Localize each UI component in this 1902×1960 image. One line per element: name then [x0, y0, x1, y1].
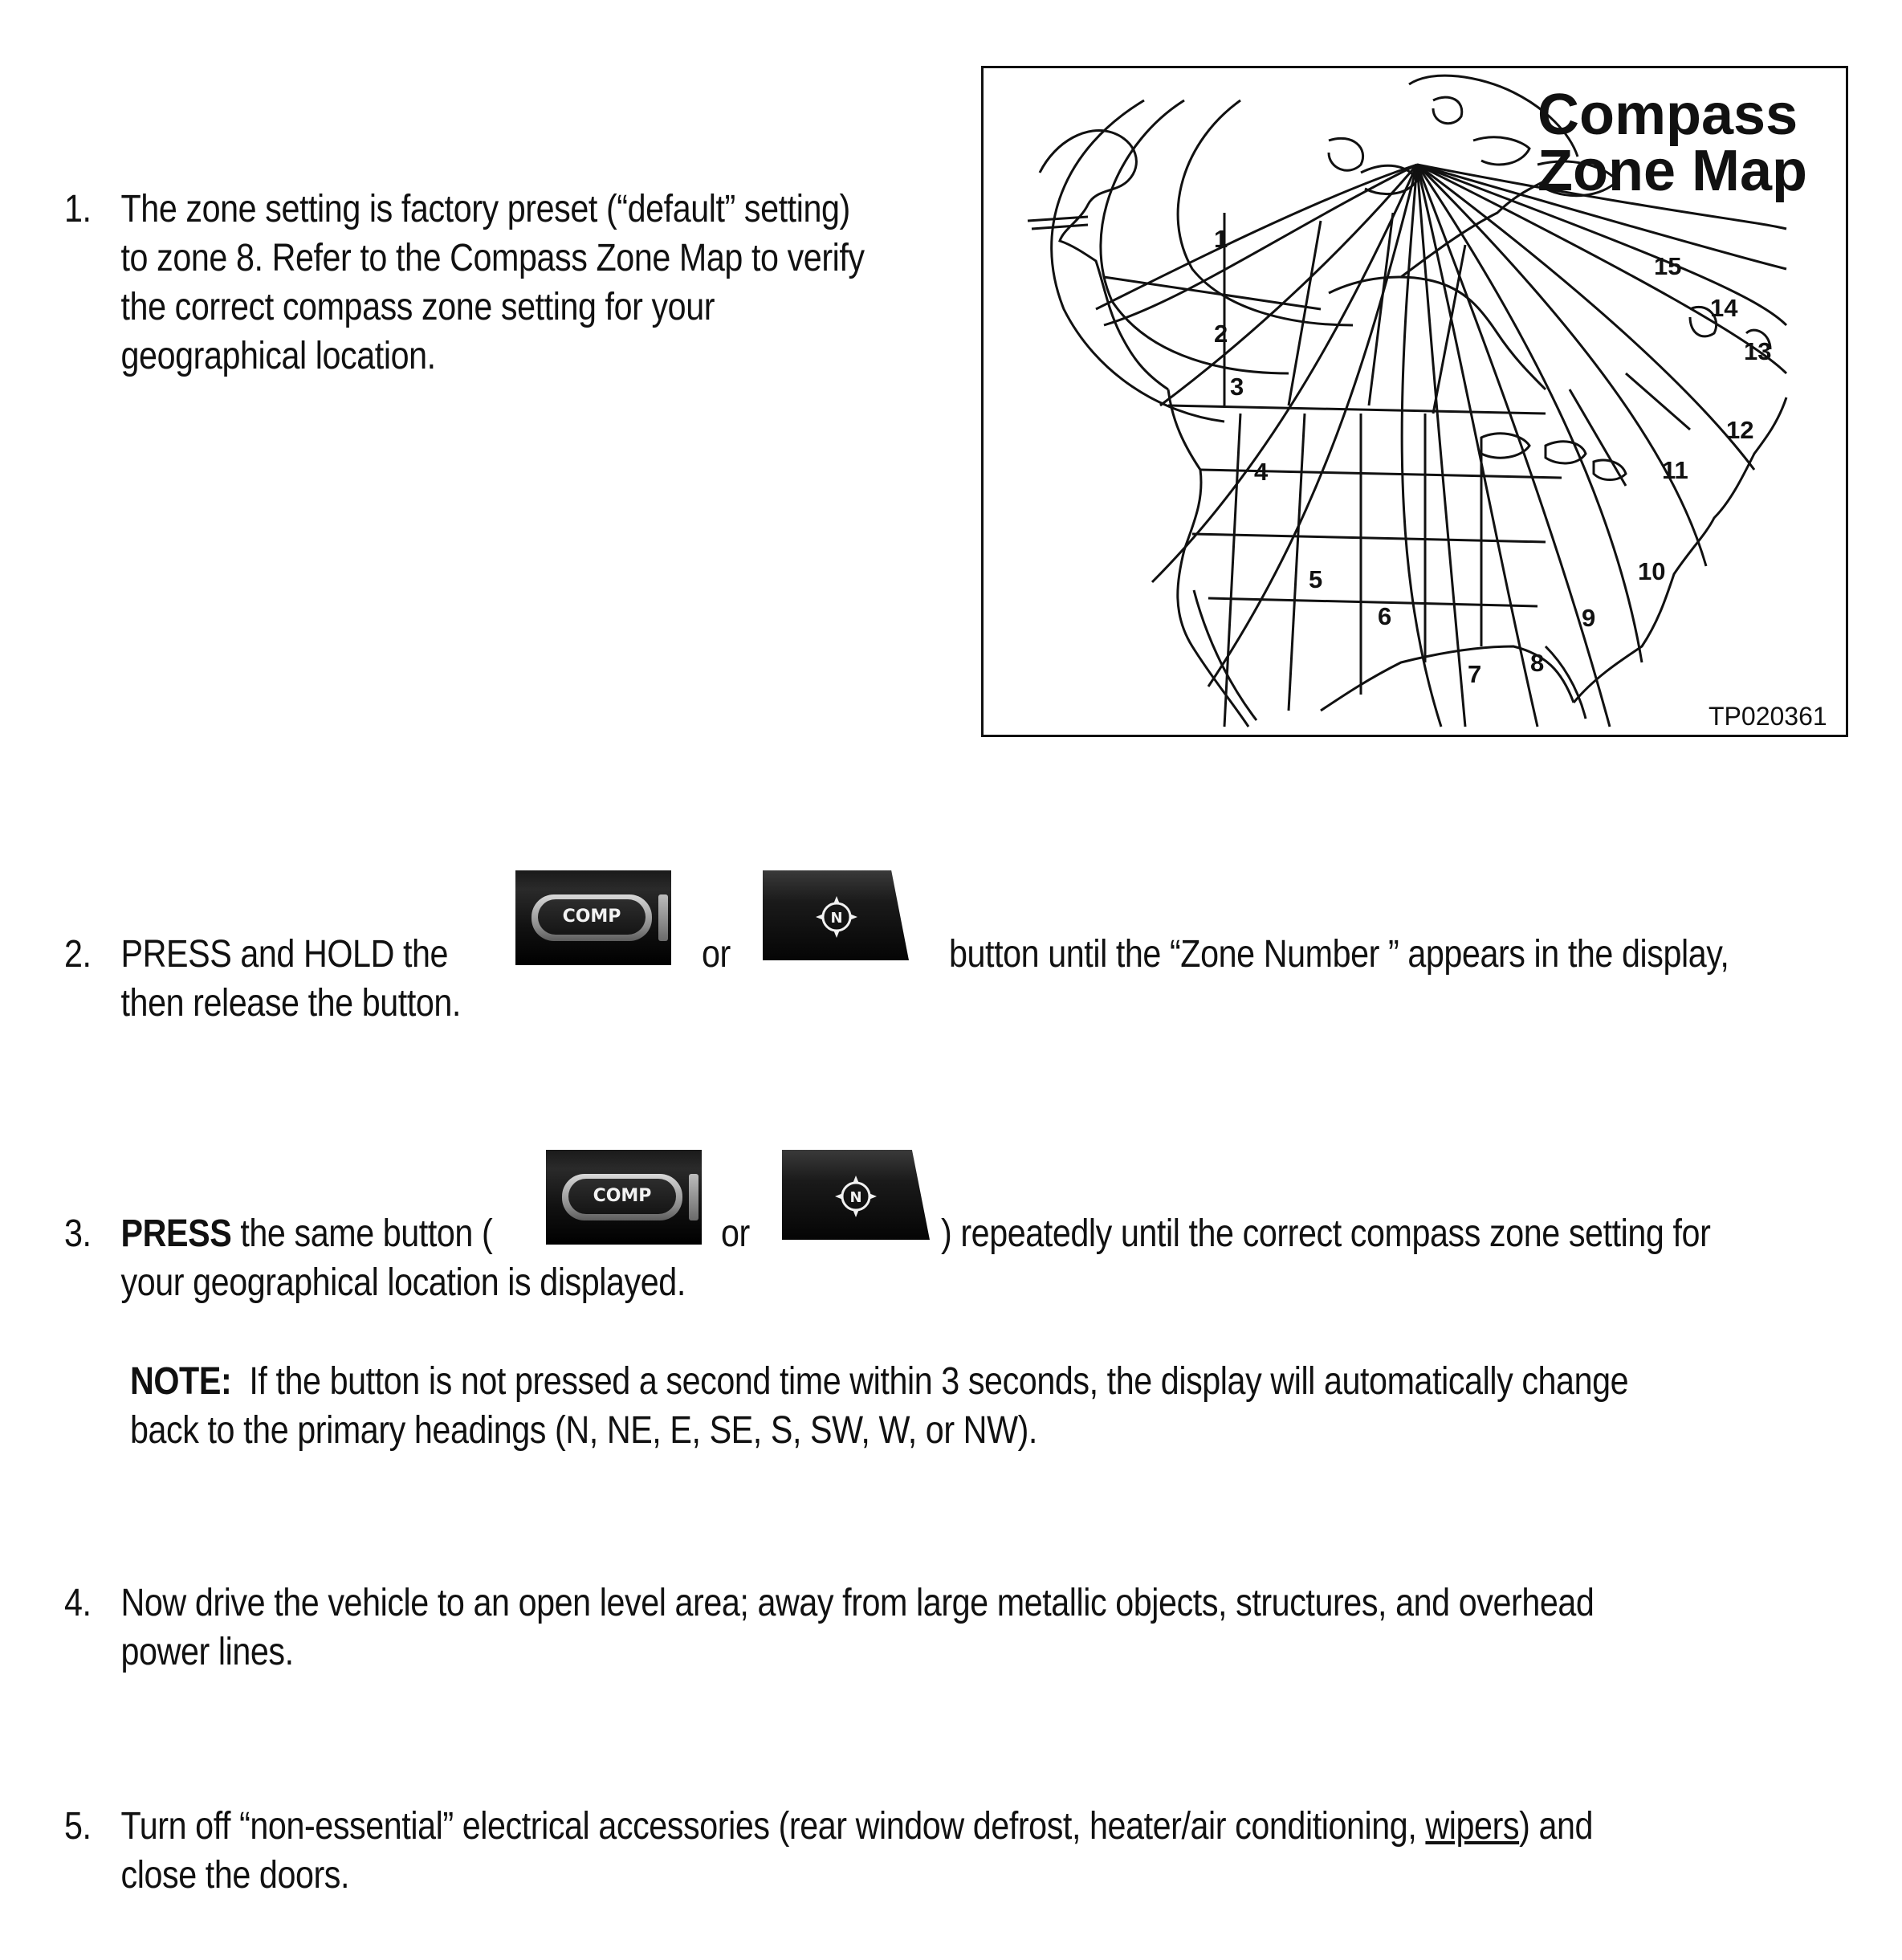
compass-button-image-step-2 [763, 870, 909, 960]
comp-button-face [532, 894, 652, 941]
comp-button-side [689, 1174, 698, 1220]
zone-label-9: 9 [1582, 604, 1596, 632]
step-1-line-2: to zone 8. Refer to the Compass Zone Map to verify [120, 237, 865, 279]
note-line-2: back to the primary headings (N, NE, E, SE, S, SW, W, or NW). [130, 1409, 1037, 1452]
step-2-post-text: button until the “Zone Number ” appears in the display, [949, 933, 1729, 976]
map-figure-code: TP020361 [1709, 702, 1827, 731]
step-1-line-3: the correct compass zone setting for your [120, 286, 715, 328]
zone-label-7: 7 [1468, 660, 1482, 688]
step-4-line-2: power lines. [120, 1631, 294, 1673]
step-3-line-1 [121, 1209, 493, 1258]
step-5-post-text: ) and [1519, 1805, 1594, 1848]
comp-button-label: COMP [568, 1179, 676, 1214]
note-label: NOTE: [130, 1360, 232, 1403]
step-2-or: or [702, 933, 731, 976]
step-5-pre-text: Turn off “non-essential” electrical accessories (rear window defrost, heater/air conditioning, [120, 1805, 1426, 1848]
zone-label-13: 13 [1744, 337, 1772, 365]
zone-label-2: 2 [1214, 320, 1228, 348]
step-4-line-1: Now drive the vehicle to an open level area; away from large metallic objects, structures, and overhead [120, 1582, 1595, 1624]
zone-label-1: 1 [1214, 225, 1228, 253]
zone-label-8: 8 [1530, 649, 1545, 677]
zone-label-4: 4 [1254, 458, 1269, 486]
comp-button-side [658, 894, 668, 941]
zone-label-12: 12 [1726, 416, 1754, 444]
zone-label-10: 10 [1638, 557, 1666, 585]
zone-label-6: 6 [1378, 602, 1392, 630]
compass-button-image-step-3 [782, 1150, 930, 1240]
step-3-or: or [721, 1212, 750, 1255]
compass-n-icon [813, 893, 861, 941]
svg-text:N: N [849, 1189, 862, 1206]
map-title-line-1: Compass [1537, 83, 1798, 147]
step-5-number: 5. [64, 1805, 92, 1848]
step-3-press-bold: PRESS [120, 1212, 232, 1255]
step-3-post-text: ) repeatedly until the correct compass zone setting for [941, 1212, 1711, 1255]
step-2-pre-text: PRESS and HOLD the [120, 933, 449, 976]
map-title [1537, 83, 1807, 203]
comp-button-image-step-3 [546, 1150, 702, 1245]
step-1-line-1: The zone setting is factory preset (“default” setting) [120, 188, 850, 230]
zone-label-11: 11 [1662, 456, 1688, 484]
note-line-1 [130, 1357, 1628, 1406]
zone-label-15: 15 [1654, 252, 1682, 280]
zone-label-3: 3 [1230, 373, 1244, 401]
comp-button-face [562, 1174, 682, 1220]
zone-label-14: 14 [1710, 294, 1738, 322]
step-5-line-2: close the doors. [120, 1854, 350, 1897]
step-5-wipers-underlined: wipers [1425, 1805, 1520, 1848]
step-3-pre-text: the same button ( [231, 1212, 493, 1255]
step-1-line-4: geographical location. [120, 335, 436, 377]
step-2-line-2: then release the button. [120, 982, 461, 1025]
comp-button-label: COMP [538, 899, 646, 935]
step-3-number: 3. [64, 1212, 92, 1255]
map-title-line-2: Zone Map [1537, 139, 1807, 203]
zone-label-5: 5 [1309, 565, 1323, 593]
compass-n-icon [832, 1172, 880, 1220]
step-5-line-1 [121, 1802, 1594, 1851]
step-1-number: 1. [64, 188, 92, 230]
svg-text:N: N [830, 910, 843, 927]
note-text-1: If the button is not pressed a second time within 3 seconds, the display will automatically change [231, 1360, 1629, 1403]
comp-button-image-step-2 [515, 870, 671, 965]
step-3-line-2: your geographical location is displayed. [120, 1261, 686, 1304]
step-2-number: 2. [64, 933, 92, 976]
step-4-number: 4. [64, 1582, 92, 1624]
